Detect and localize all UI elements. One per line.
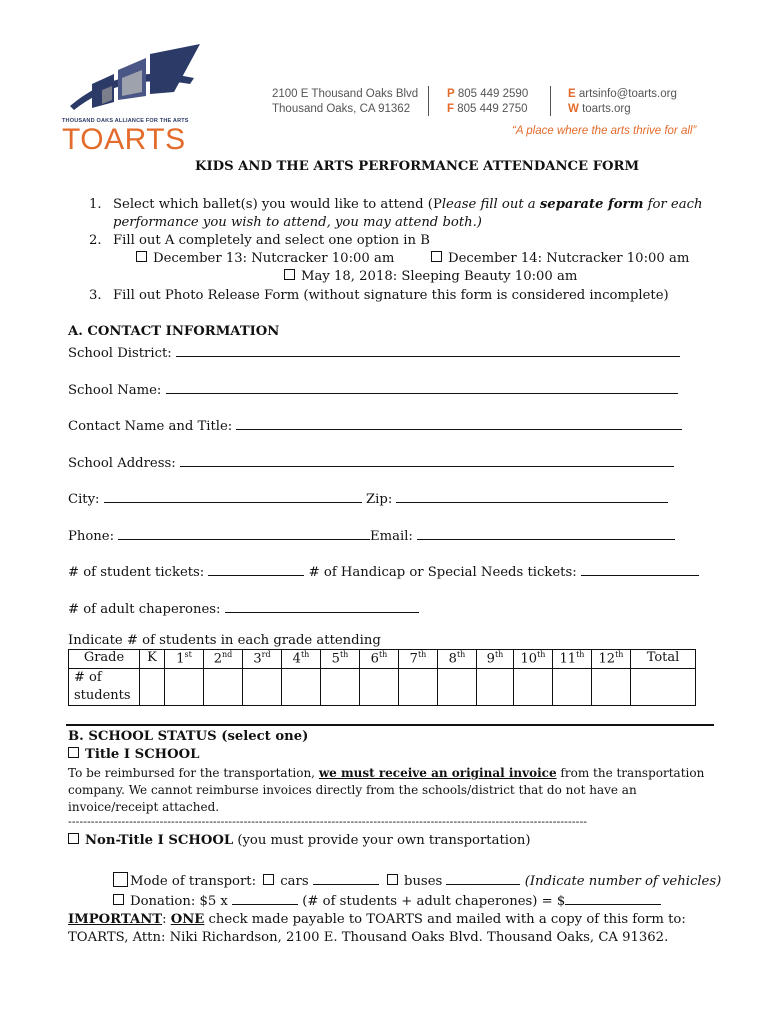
grade-header-label: Grade <box>69 650 140 669</box>
contact-name-row <box>68 415 682 434</box>
school-name-field[interactable] <box>166 379 678 394</box>
adult-chaperones-field[interactable] <box>225 598 419 613</box>
checkbox-icon[interactable] <box>113 894 124 905</box>
zip-label: Zip: <box>366 492 393 507</box>
grade-column-header: 4th <box>282 650 321 669</box>
grade-count-cell[interactable] <box>321 669 360 706</box>
donation-total-field[interactable] <box>565 890 661 905</box>
non-title-option[interactable]: Non-Title I SCHOOL (you must provide your own transportation) <box>68 833 531 848</box>
checkbox-icon[interactable] <box>68 747 79 758</box>
cars-count-field[interactable] <box>313 870 379 885</box>
grade-count-cell[interactable] <box>165 669 204 706</box>
grade-count-cell[interactable] <box>243 669 282 706</box>
zip-row <box>366 488 668 507</box>
school-district-label: School District: <box>68 346 172 361</box>
school-address-field[interactable] <box>180 452 674 467</box>
checkbox-icon[interactable] <box>387 874 398 885</box>
students-row-label: # of students <box>69 669 140 706</box>
cars-label: cars <box>280 874 309 889</box>
checkbox-icon[interactable] <box>263 874 274 885</box>
contact-heading: A. CONTACT INFORMATION <box>68 324 280 339</box>
school-name-label: School Name: <box>68 383 162 398</box>
adult-chaperones-row <box>68 598 419 617</box>
grade-column-header: 3rd <box>243 650 282 669</box>
contact-name-field[interactable] <box>236 415 682 430</box>
grade-column-header: 6th <box>360 650 399 669</box>
grade-column-header: 12th <box>592 650 631 669</box>
vehicles-note: (Indicate number of vehicles) <box>524 874 722 889</box>
grades-caption: Indicate # of students in each grade attending <box>68 633 381 648</box>
phone-number: 805 449 2590 <box>457 88 529 100</box>
grade-count-cell[interactable] <box>399 669 438 706</box>
fax-label: F <box>447 103 455 115</box>
option-dec13[interactable]: December 13: Nutcracker 10:00 am <box>136 251 394 266</box>
school-address-label: School Address: <box>68 456 176 471</box>
grade-column-header: 9th <box>477 650 514 669</box>
checkbox-icon[interactable] <box>284 269 295 280</box>
buses-label: buses <box>404 874 443 889</box>
email-label: E <box>568 88 576 100</box>
address-line-1: 2100 E Thousand Oaks Blvd <box>272 88 419 100</box>
status-heading: B. SCHOOL STATUS (select one) <box>68 729 309 744</box>
donation-row: Donation: $5 x (# of students + adult chaperones) = $ <box>113 890 661 909</box>
email-address[interactable]: artsinfo@toarts.org <box>578 88 677 100</box>
header-divider-2 <box>550 86 551 116</box>
school-address-row <box>68 452 674 471</box>
logo-caption: THOUSAND OAKS ALLIANCE FOR THE ARTS <box>62 118 189 124</box>
school-district-row <box>68 342 680 361</box>
grade-column-header: 2nd <box>204 650 243 669</box>
phone-label: Phone: <box>68 529 115 544</box>
toarts-logo <box>62 44 202 154</box>
tagline: “A place where the arts thrive for all” <box>512 125 697 137</box>
instruction-3-num: 3. <box>89 288 102 303</box>
total-count-cell[interactable] <box>631 669 696 706</box>
grade-count-cell[interactable] <box>514 669 553 706</box>
logo-wordmark: TOARTS <box>62 123 186 156</box>
instruction-1-num: 1. <box>89 197 102 212</box>
student-tickets-row <box>68 561 699 580</box>
website[interactable]: toarts.org <box>582 103 631 115</box>
instruction-3: Fill out Photo Release Form (without signature this form is considered incomplete) <box>113 288 669 303</box>
city-label: City: <box>68 492 100 507</box>
phone-block <box>447 87 528 117</box>
buses-count-field[interactable] <box>446 870 520 885</box>
instruction-1: Select which ballet(s) you would like to attend (Please fill out a separate form for each <box>113 197 703 212</box>
address-line-2: Thousand Oaks, CA 91362 <box>272 103 411 115</box>
important-note: IMPORTANT: ONE check made payable to TOARTS and mailed with a copy of this form to: <box>68 912 686 927</box>
checkbox-icon[interactable] <box>136 251 147 262</box>
reimburse-text: To be reimbursed for the transportation, we must receive an original invoice from the transportation company. We cannot reimburse invoices directly from the schools/district that do not have an invoice/receipt attached. <box>68 766 705 814</box>
grade-count-cell[interactable] <box>360 669 399 706</box>
handicap-tickets-field[interactable] <box>581 561 699 576</box>
address-block <box>272 87 418 117</box>
logo-graphic-icon <box>62 44 202 116</box>
email-label: Email: <box>370 529 413 544</box>
header-divider-1 <box>428 86 429 116</box>
checkbox-icon[interactable] <box>431 251 442 262</box>
grade-count-cell[interactable] <box>477 669 514 706</box>
grade-column-header: 5th <box>321 650 360 669</box>
total-column-header: Total <box>631 650 696 669</box>
dashed-separator: ---------------------------------------------------------------------------------------------------------------------------------------- <box>68 815 588 828</box>
email-field[interactable] <box>417 525 675 540</box>
city-field[interactable] <box>104 488 362 503</box>
original-invoice-emphasis: we must receive an original invoice <box>318 766 557 780</box>
option-dec14[interactable]: December 14: Nutcracker 10:00 am <box>431 251 689 266</box>
school-name-row <box>68 379 678 398</box>
web-block <box>568 87 677 117</box>
grade-column-header: K <box>140 650 165 669</box>
grade-count-cell[interactable] <box>592 669 631 706</box>
student-tickets-field[interactable] <box>208 561 304 576</box>
grade-count-cell[interactable] <box>140 669 165 706</box>
student-tickets-label: # of student tickets: <box>68 565 205 580</box>
phone-row <box>68 525 370 544</box>
grade-count-cell[interactable] <box>204 669 243 706</box>
checkbox-icon[interactable] <box>113 872 128 887</box>
grade-count-cell[interactable] <box>438 669 477 706</box>
grade-column-header: 1st <box>165 650 204 669</box>
instruction-2: Fill out A completely and select one option in B <box>113 233 430 248</box>
zip-field[interactable] <box>396 488 668 503</box>
grades-table <box>68 649 696 706</box>
grade-column-header: 7th <box>399 650 438 669</box>
grades-header-row <box>69 650 696 669</box>
fax-number: 805 449 2750 <box>457 103 528 115</box>
city-row <box>68 488 362 507</box>
instruction-2-num: 2. <box>89 233 102 248</box>
section-divider <box>66 724 714 726</box>
contact-name-label: Contact Name and Title: <box>68 419 233 434</box>
mode-of-transport-row: Mode of transport: cars buses (Indicate number of vehicles) <box>113 870 721 889</box>
mailing-address: TOARTS, Attn: Niki Richardson, 2100 E. Thousand Oaks Blvd. Thousand Oaks, CA 91362. <box>68 930 669 945</box>
handicap-tickets-label: # of Handicap or Special Needs tickets: <box>308 565 577 580</box>
form-title: KIDS AND THE ARTS PERFORMANCE ATTENDANCE FORM <box>195 159 640 174</box>
grade-count-cell[interactable] <box>282 669 321 706</box>
school-district-field[interactable] <box>176 342 680 357</box>
grade-column-header: 11th <box>553 650 592 669</box>
phone-field[interactable] <box>118 525 370 540</box>
donation-count-field[interactable] <box>232 890 298 905</box>
title1-option[interactable]: Title I SCHOOL <box>68 747 199 762</box>
instruction-1-cont: performance you wish to attend, you may attend both.) <box>113 215 482 230</box>
grade-column-header: 10th <box>514 650 553 669</box>
grade-column-header: 8th <box>438 650 477 669</box>
checkbox-icon[interactable] <box>68 833 79 844</box>
grades-students-row <box>69 669 696 706</box>
email-row <box>370 525 675 544</box>
grade-count-cell[interactable] <box>553 669 592 706</box>
option-may18[interactable]: May 18, 2018: Sleeping Beauty 10:00 am <box>284 269 577 284</box>
phone-label: P <box>447 88 455 100</box>
web-label: W <box>568 103 579 115</box>
adult-chaperones-label: # of adult chaperones: <box>68 602 221 617</box>
